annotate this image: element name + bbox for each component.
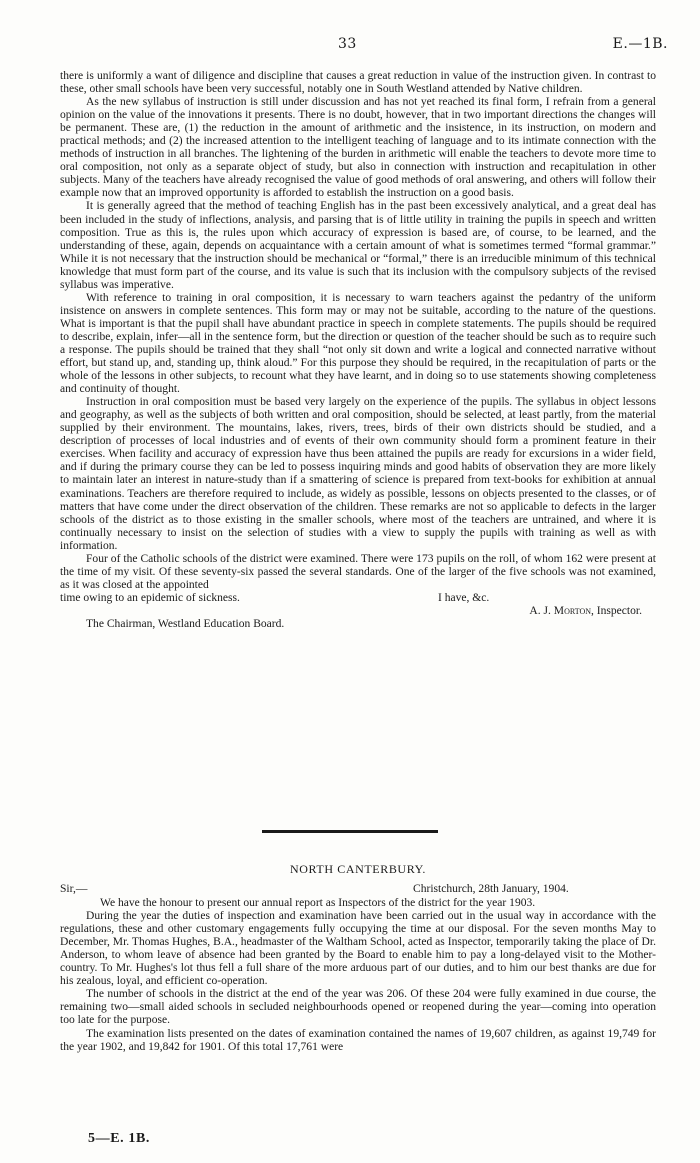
paragraph: Four of the Catholic schools of the district were examined. There were 173 pupils on the roll, of whom 162 were present at the time of my visit. Of these seventy-six passed the several standards. One of the larger of the five schools was not examined, as it was closed at the appointed	[60, 552, 656, 591]
signature-surname: Morton	[553, 604, 591, 617]
north-canterbury-report	[60, 863, 656, 1054]
page-header	[0, 36, 700, 56]
place-date: Christchurch, 28th January, 1904.	[413, 883, 569, 896]
paragraph: As the new syllabus of instruction is still under discussion and has not yet reached its final form, I refrain from a general opinion on the value of the innovations it presents. There is no doubt, however, that in two important directions the changes will be permanent. These are, (1) the reduction in the amount of arithmetic and the insistence, in its instruction, on modern and practical methods; and (2) the increased attention to the intelligent teaching of language and to its intimate connection with the methods of instruction in all branches. The lightening of the burden in arithmetic will enable the teachers to devote more time to oral composition, not only as a separate object of study, but also in connection with instruction and recapitulation in other subjects. Many of the teachers have already recognised the value of good methods of oral answering, and others will follow their example now that an improved opportunity is afforded to establish the instruction on a good basis.	[60, 96, 656, 200]
paragraph: We have the honour to present our annual report as Inspectors of the district for the year 1903.	[100, 897, 536, 910]
section-divider	[262, 830, 438, 833]
document-reference: E.—1B.	[612, 36, 668, 52]
paragraph: Instruction in oral composition must be based very largely on the experience of the pupils. The syllabus in object lessons and geography, as well as the subjects of both written and oral composition, should be selected, at least partly, from the material supplied by their environment. The mountains, lakes, rivers, trees, birds of their own districts should be studied, and a description of processes of local industries and of events of their own community should form a prominent feature in their exercises. When facility and accuracy of expression have thus been attained the pupils are ready for excursions in a wider field, and if during the primary course they can be led to possess inquiring minds and good habits of observation they are more likely to maintain later an interest in nature-study than if a smattering of science is prepared from text-books for exhibition at annual examinations. Teachers are therefore required to include, as widely as possible, lessons on objects presented to the classes, or of matters that have come under the direct observation of the children. These remarks are not so applicable to defects in the larger schools of the district as to those existing in the smaller schools, where most of the teachers are untrained, and where it is continually necessary to insist on the selection of studies with a view to supply the pupils with training as well as with information.	[60, 396, 656, 552]
inspector-signature	[60, 605, 656, 618]
signature-initials: A. J.	[529, 604, 554, 617]
valediction: I have, &c.	[438, 591, 490, 604]
salutation: Sir,—	[60, 883, 88, 896]
paragraph: During the year the duties of inspection and examination have been carried out in the usual way in accordance with the regulations, these and other customary engagements fully occupying the time at our disposal. For the seven months May to December, Mr. Thomas Hughes, B.A., headmaster of the Waltham School, acted as Inspector, temporarily taking the place of Dr. Anderson, to whom leave of absence had been granted by the Board to enable him to pay a long-delayed visit to the Mother-country. To Mr. Hughes's lot thus fell a full share of the more arduous part of our duties, and to him our best thanks are due for his zealous, loyal, and efficient co-operation.	[60, 910, 656, 988]
westland-report-body	[60, 70, 656, 631]
paragraph: It is generally agreed that the method of teaching English has in the past been excessively analytical, and a great deal has been included in the study of inflections, analysis, and parsing that is of little utility in training the pupils in speech and written composition. True as this is, the rules upon which accuracy of expression is based are, of course, to be learned, and the understanding of these, again, depends on acquaintance with a certain amount of what is sometimes termed “formal grammar.” While it is not necessary that the instruction should be mechanical or “formal,” there is an irreducible minimum of this technical knowledge that must form part of the course, and its value is such that its inclusion with the compulsory subjects of the revised syllabus was imperative.	[60, 200, 656, 291]
closing-row	[60, 592, 656, 605]
closing-line: time owing to an epidemic of sickness.	[60, 591, 240, 604]
paragraph: there is uniformly a want of diligence and discipline that causes a great reduction in value of the instruction given. In contrast to these, other small schools have been very successful, notably one in South Westland attended by Native children.	[60, 70, 656, 96]
paragraph: The number of schools in the district at the end of the year was 206. Of these 204 were fully examined in due course, the remaining two—small aided schools in secluded neighbourhoods opened or reopened during the year—coming into operation too late for the purpose.	[60, 988, 656, 1027]
paragraph: With reference to training in oral composition, it is necessary to warn teachers against the pedantry of the uniform insistence on answers in complete sentences. This form may or may not be suitable, according to the nature of the questions. What is important is that the pupil shall have abundant practice in speech in complete statements. The pupils should be required to describe, explain, infer—all in the sentence form, but the direction or question of the teacher should be such as to require such a response. The pupils should be trained that they shall “not only sit down and write a logical and connected narrative without effort, but stand up, and, standing up, think aloud.” For this purpose they should be required, in the recapitulation of parts or the whole of the lessons in other subjects, to recount what they have learnt, and in doing so to use statements showing completeness and continuity of thought.	[60, 291, 656, 396]
salutation-row	[60, 883, 656, 897]
signature-mark: 5—E. 1B.	[88, 1131, 150, 1146]
paragraph: The examination lists presented on the dates of examination contained the names of 19,607 children, as against 19,749 for the year 1902, and 19,842 for 1901. Of this total 17,761 were	[60, 1027, 656, 1053]
page-number: 33	[338, 36, 357, 52]
signature-title: , Inspector.	[591, 604, 642, 617]
section-title: NORTH CANTERBURY.	[290, 862, 426, 876]
addressee: The Chairman, Westland Education Board.	[86, 617, 285, 630]
